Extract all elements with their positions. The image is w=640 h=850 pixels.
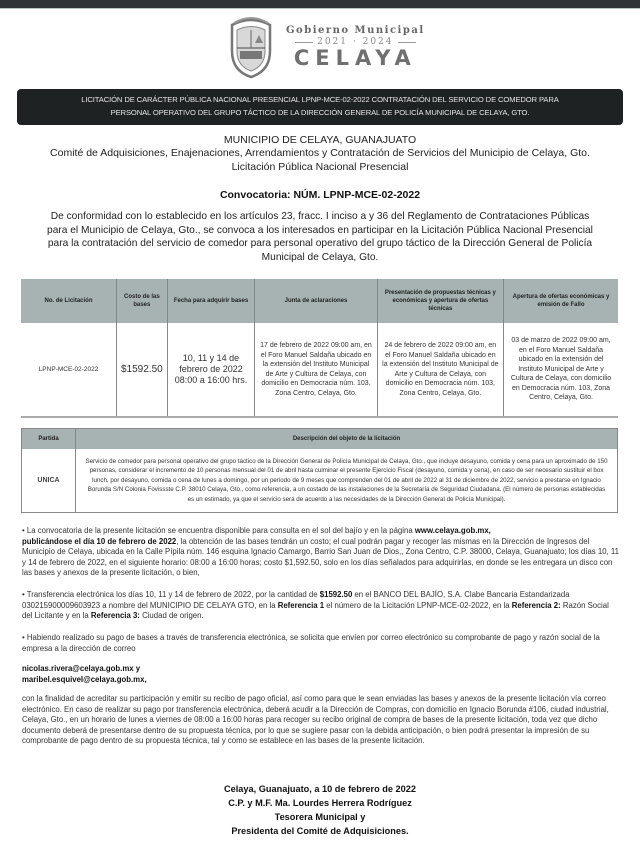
signer-name: C.P. y M.F. Ma. Lourdes Herrera Rodríguez	[228, 798, 412, 808]
partida-value: UNICA	[22, 449, 76, 513]
paragraph-availability: • La convocatoria de la presente licitación se encuentra disponible para consulta en el sol del bajío y en la página www.celaya.gob.mx, publicándose el día 10 de febrero de 2022, la obtención de las bases tendrán un costo; el cual podrán pagar y recoger las mismas en la Dirección de Ingresos del Municipio de Celaya, ubicada en la Calle Pípila núm. 146 esquina Ignacio Camargo, Barrio San Juan de Dios,, Zona Centro, C.P. 38000, Celaya, Guanajuato; los días 10, 11 y 14 de febrero de 2022, en el siguiente horario: 08:00 a 16:00 horas; costo $1,592.50, solo en los días señalados para adquirirlas, en donde se les entregara un disco con las bases y anexos de la presente licitación, o bien,	[22, 526, 619, 577]
junta-aclaraciones: 17 de febrero de 2022 09:00 am, en el Foro Manuel Saldaña ubicado en la extensión del Instituto Municipal de Arte y Cultura de Celaya, con domicilio en Democracia núm. 103, Zona Centro, Celaya, Gto.	[255, 323, 377, 417]
col-header: Junta de aclaraciones	[255, 279, 377, 323]
col-header: Apertura de ofertas económicas y emisión de Fallo	[504, 279, 618, 323]
signer-role: Tesorera Municipal y	[274, 812, 366, 822]
website-link[interactable]: www.celaya.gob.mx,	[414, 526, 491, 535]
paragraph-purpose: con la finalidad de acreditar su participación y emitir su recibo de pago oficial, así como para que le sean enviadas las bases y anexos de la presente licitación vía correo electrónico. En caso de realizar su pago por transferencia electrónica, deberá acudir a la Dirección de Compras, con domicilio en Ignacio Borunda #106, ciudad industrial, Celaya, Gto., en un horario de lunes a viernes de 08:00 a 16:00 horas para recoger su recibo original de compra de bases de la presente licitación, toda vez que dicho documento deberá de presentarse dentro de su propuesta técnica, por lo que se sugiere pasar con la debida anticipación, o bien podrá presentar la impresión de su comprobante de pago dentro de su propuesta técnica, tal y como se establece en las bases de la presente licitación.	[22, 694, 609, 745]
email-link[interactable]: nicolas.rivera@celaya.gob.mx y	[22, 664, 141, 673]
col-header: No. de Licitación	[21, 279, 116, 323]
place-date: Celaya, Guanajuato, a 10 de febrero de 2022	[224, 784, 416, 794]
table-row	[22, 449, 618, 513]
municipal-logo	[226, 14, 426, 80]
col-header: Costo de las bases	[116, 279, 167, 323]
bases-dates: 10, 11 y 14 de febrero de 2022 08:00 a 16:00 hrs.	[167, 323, 255, 417]
licitacion-number: LPNP-MCE-02-2022	[21, 323, 116, 417]
col-header: Partida	[22, 429, 76, 449]
comite-heading: Comité de Adquisiciones, Enajenaciones, Arrendamientos y Contratación de Servicios del Municipio de Celaya, Gto.	[50, 147, 590, 159]
description-header-row	[22, 429, 618, 449]
col-header: Fecha para adquirir bases	[167, 279, 255, 323]
apertura-fallo: 03 de marzo de 2022 09:00 am, en el Foro Manuel Saldaña ubicado en la extensión del Instituto Municipal de Arte y Cultura de Celaya, con domicilio en Democracia núm. 103, Zona Centro, Celaya, Gto.	[510, 337, 612, 402]
municipio-heading: MUNICIPIO DE CELAYA, GUANAJUATO	[223, 134, 417, 146]
logo-gobierno-text: Gobierno Municipal	[286, 25, 425, 36]
celaya-seal-icon	[226, 15, 276, 79]
banner-line-1: LICITACIÓN DE CARÁCTER PÚBLICA NACIONAL PRESENCIAL LPNP-MCE-02-2022 CONTRATACIÓN DEL SERVICIO DE COMEDOR PARA	[81, 95, 559, 104]
schedule-header-row	[21, 279, 618, 323]
paragraph-transfer: • Transferencia electrónica los días 10, 11 y 14 de febrero de 2022, por la cantidad de $1592.50 en el BANCO DEL BAJÍO, S.A. Clabe Bancaria Estandarizada 030215900009603923 a nombre del MUNICIPIO DE CELAYA GTO, en la Referencia 1 el número de la Licitación LPNP-MCE-02-2022, en la Referencia 2: Razón Social del Licitante y en la Referencia 3: Ciudad de origen.	[22, 590, 609, 620]
paragraph-email-request: • Habiendo realizado su pago de bases a través de transferencia electrónica, se solicita que envíen por correo electrónico su comprobante de pago y razón social de la empresa a la dirección de correo	[22, 633, 600, 653]
convocatoria-number: Convocatoria: NÚM. LPNP-MCE-02-2022	[219, 189, 421, 201]
description-table	[21, 428, 618, 513]
description-value: Servicio de comedor para personal operativo del grupo táctico de la Dirección General de Policía Municipal de Celaya, Gto., que incluye desayuno, comida y cena para un aproximado de 150 personas, considerar el incremento de 10 personas mensual del 01 de abril hasta culminar el presente Ejercicio Fiscal (desayuno, comida y cena), en caso de ser necesario sustituir el box lunch, por desayuno, comida o cena de lunes a domingo, por un periodo de 9 meses que comprenden del 01 de abril de 2022 al 31 de diciembre de 2022, servicio a prestarse en Ignacio Borunda S/N Colonia Fovissste C.P. 38010 Celaya, Gto., como referencia, a un costado de las instalaciones de la Secretaría de Seguridad Ciudadana. (El número de personas establecidas es un estimado, ya que el servicio será de acuerdo a las necesidades de la Dirección General de Policía Municipal).	[85, 457, 608, 503]
signature-block	[0, 782, 640, 838]
licitacion-type: Licitación Pública Nacional Presencial	[231, 161, 409, 173]
email-list	[22, 664, 620, 685]
schedule-table	[21, 279, 618, 418]
email-link[interactable]: maribel.esquivel@celaya.gob.mx,	[22, 674, 147, 684]
banner-line-2: PERSONAL OPERATIVO DEL GRUPO TÁCTICO DE LA DIRECCIÓN GENERAL DE POLICÍA MUNICIPAL DE CELAYA, GTO.	[110, 107, 530, 117]
intro-paragraph: De conformidad con lo establecido en los artículos 23, fracc. I inciso a y 36 del Reglamento de Contrataciones Públicas para el Municipio de Celaya, Gto., se convoca a los interesados en participar en la Licitación Pública Nacional Presencial para la contratación del servicio de comedor para personal operativo del grupo táctico de la Dirección General de Policía Municipal de Celaya, Gto.	[47, 211, 593, 263]
col-header: Presentación de propuestas técnicas y económicas y apertura de ofertas técnicas	[377, 279, 503, 323]
bases-cost: $1592.50	[116, 323, 167, 417]
signer-role: Presidenta del Comité de Adquisiciones.	[231, 826, 409, 836]
presentacion-propuestas: 24 de febrero de 2022 09:00 am, en el Foro Manuel Saldaña ubicado en la extensión del Instituto Municipal de Arte y Cultura de Celaya, con domicilio en Democracia núm. 103, Zona Centro, Celaya, Gto.	[377, 323, 503, 417]
logo-years: 2021 · 2024	[295, 37, 415, 47]
table-row	[21, 323, 618, 417]
logo-city-name: CELAYA	[293, 46, 417, 70]
top-bar	[0, 0, 640, 9]
title-banner	[17, 89, 623, 125]
col-header: Descripción del objeto de la licitación	[76, 429, 618, 449]
